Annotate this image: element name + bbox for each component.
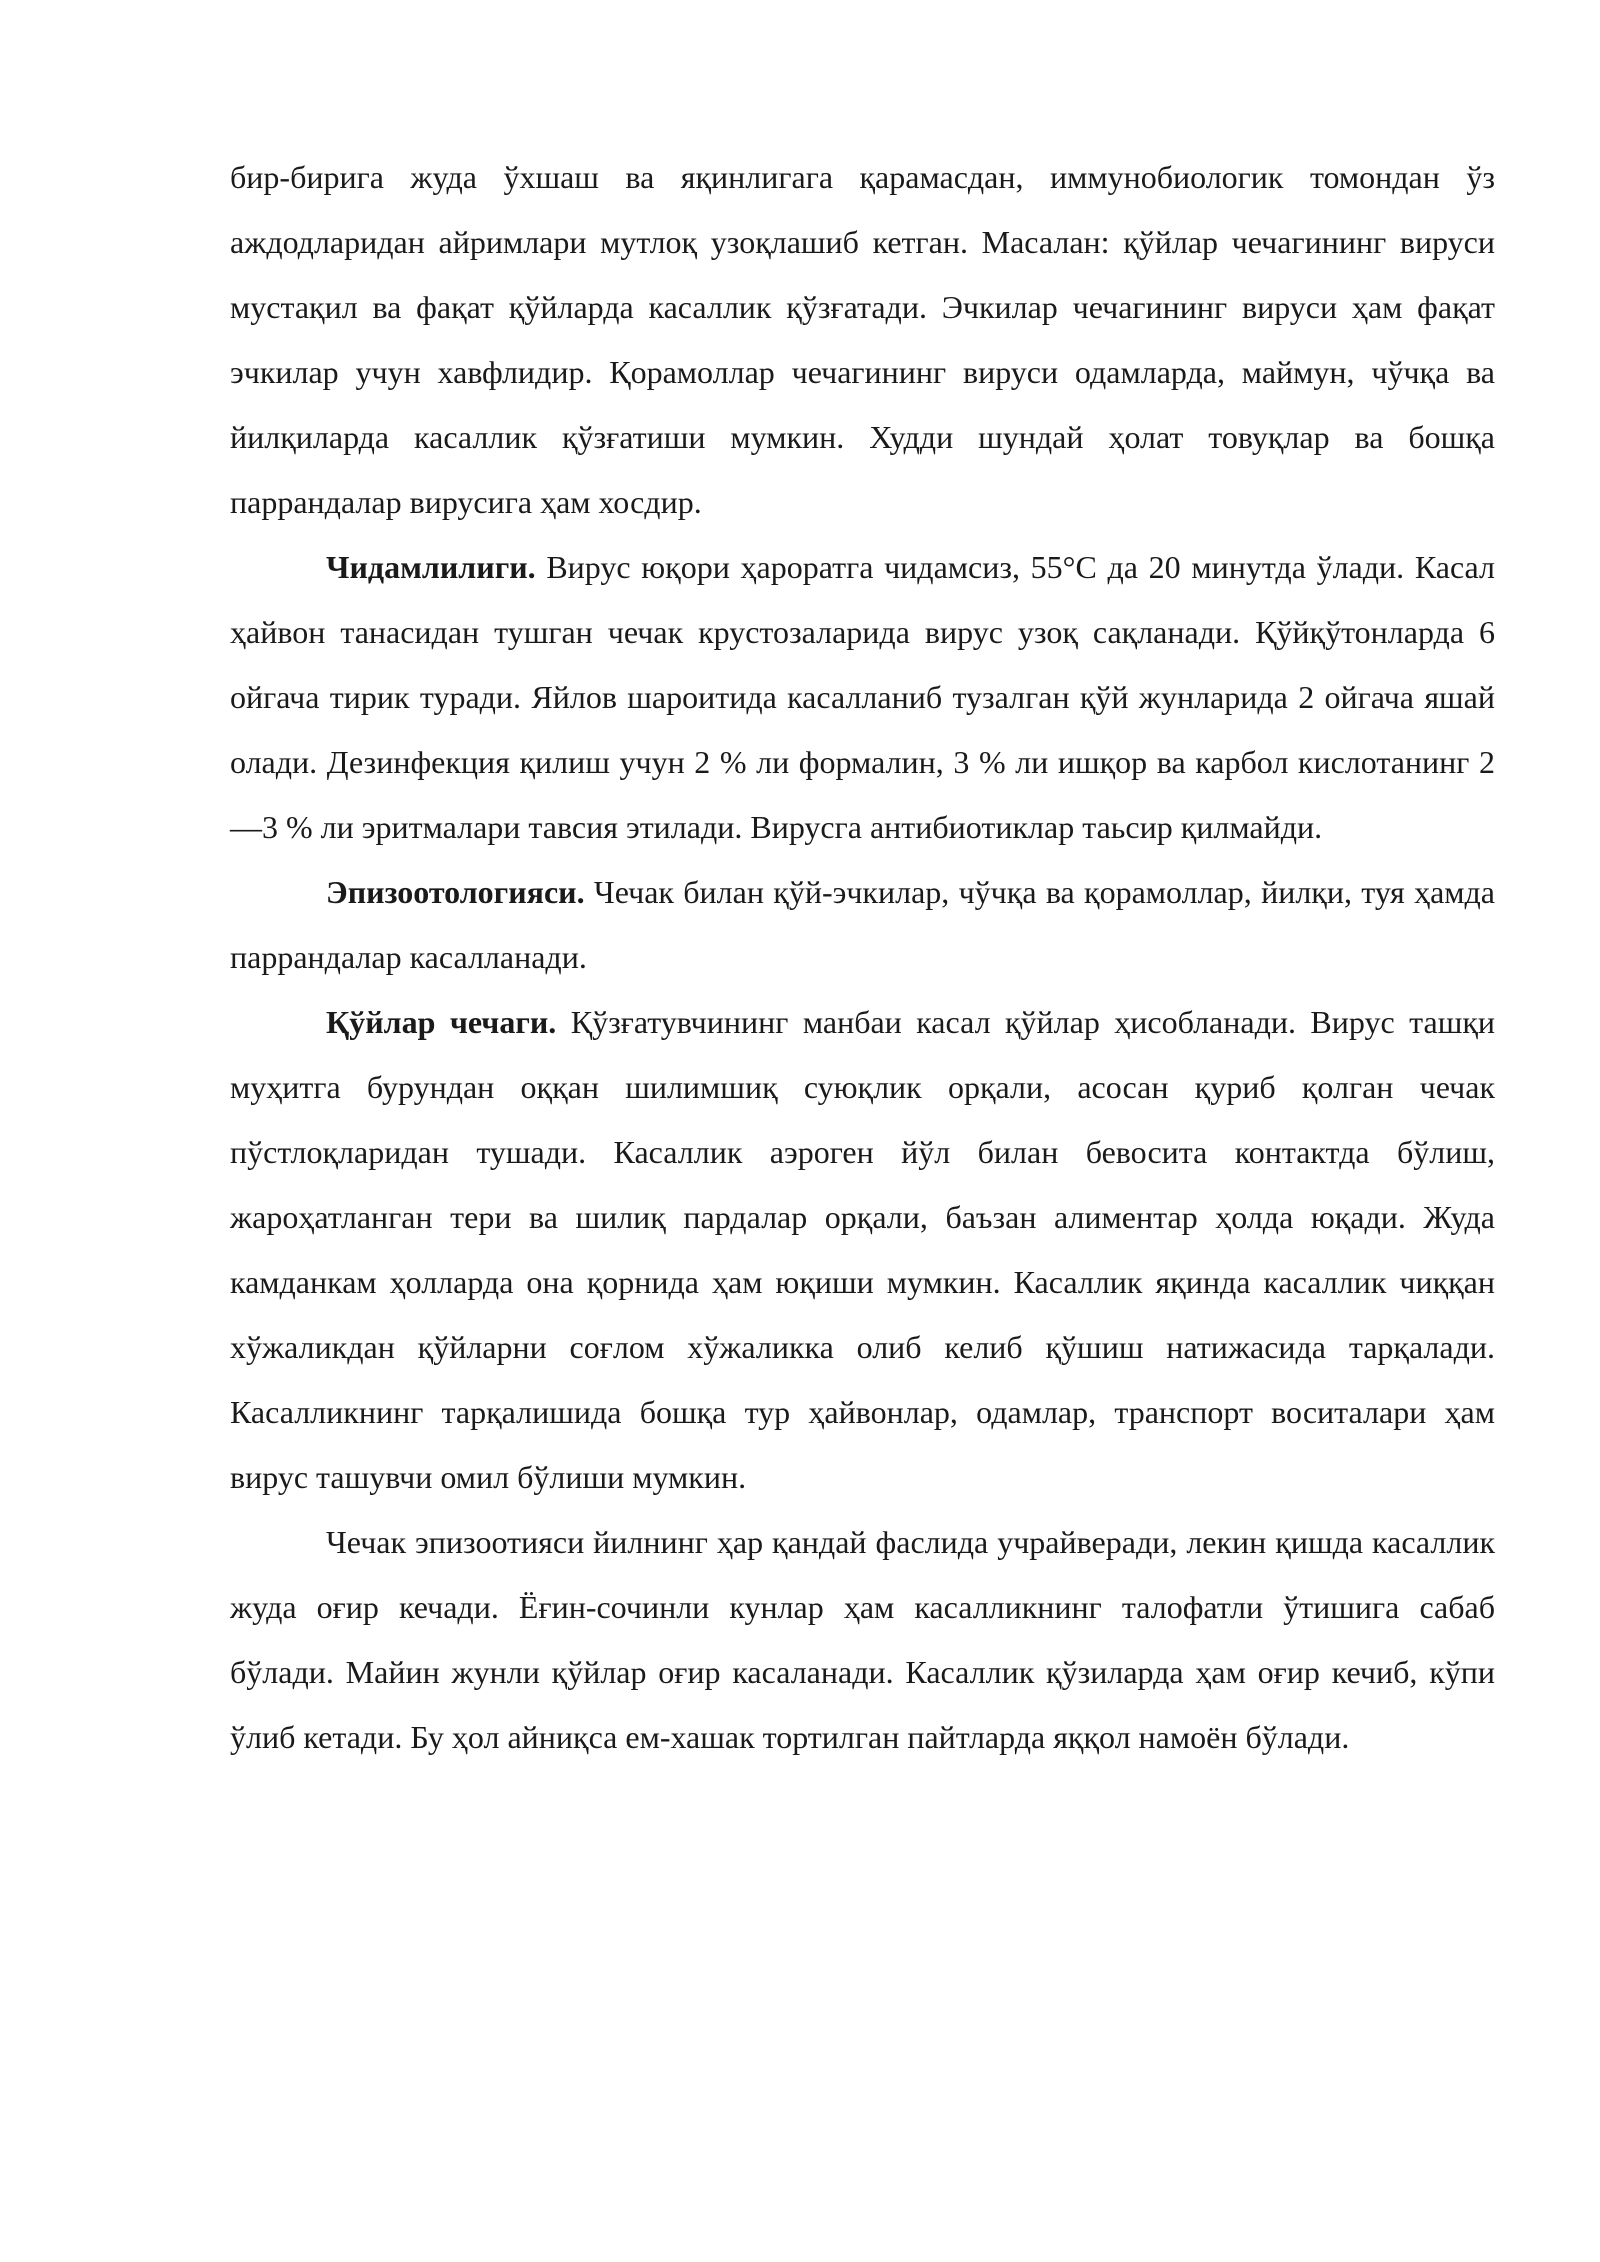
paragraph-epizootology [230,860,1495,990]
paragraph-heading: Эпизоотологияси. [326,874,585,910]
paragraph-continuation [230,145,1495,535]
paragraph-sheep-pox [230,990,1495,1510]
paragraph-text: Чечак эпизоотияси йилнинг ҳар қандай фаслида учрайверади, лекин қишда касаллик жуда оғир кечади. Ёғин-сочинли кунлар ҳам касалликнинг талофатли ўтишига сабаб бўлади. Майин жунли қўйлар оғир касаланади. Касаллик қўзиларда ҳам оғир кечиб, кўпи ўлиб кетади. Бу ҳол айниқса ем-хашак тортилган пайтларда яққол намоён бўлади. [230,1524,1495,1755]
paragraph-heading: Чидамлилиги. [326,549,536,585]
paragraph-resistance [230,535,1495,860]
paragraph-text: Қўзғатувчининг манбаи касал қўйлар ҳисобланади. Вирус ташқи муҳитга бурундан оққан шилимшиқ суюқлик орқали, асосан қуриб қолган чечак пўстлоқларидан тушади. Касаллик аэроген йўл билан бевосита контактда бўлиш, жароҳатланган тери ва шилиқ пардалар орқали, баъзан алиментар ҳолда юқади. Жуда камданкам ҳолларда она қорнида ҳам юқиши мумкин. Касаллик яқинда касаллик чиққан хўжаликдан қўйларни соғлом хўжаликка олиб келиб қўшиш натижасида тарқалади. Касалликнинг тарқалишида бошқа тур ҳайвонлар, одамлар, транспорт воситалари ҳам вирус ташувчи омил бўлиши мумкин. [230,1004,1495,1495]
document-page [230,145,1495,1770]
paragraph-text: Чечак билан қўй-эчкилар, чўчқа ва қорамоллар, йилқи, туя ҳамда паррандалар касалланади. [230,874,1495,975]
paragraph-heading: Қўйлар чечаги. [326,1004,557,1040]
paragraph-text: бир-бирига жуда ўхшаш ва яқинлигага қарамасдан, иммунобиологик томондан ўз аждодларидан айримлари мутлоқ узоқлашиб кетган. Масалан: қўйлар чечагининг вируси мустақил ва фақат қўйларда касаллик қўзғатади. Эчкилар чечагининг вируси ҳам фақат эчкилар учун хавфлидир. Қорамоллар чечагининг вируси одамларда, маймун, чўчқа ва йилқиларда касаллик қўзғатиши мумкин. Худди шундай ҳолат товуқлар ва бошқа паррандалар вирусига ҳам хосдир. [230,159,1495,520]
paragraph-text: Вирус юқори ҳароратга чидамсиз, 55°С да 20 минутда ўлади. Касал ҳайвон танасидан тушган чечак крустозаларида вирус узоқ сақланади. Қўйқўтонларда 6 ойгача тирик туради. Яйлов шароитида касалланиб тузалган қўй жунларида 2 ойгача яшай олади. Дезинфекция қилиш учун 2 % ли формалин, 3 % ли ишқор ва карбол кислотанинг 2—3 % ли эритмалари тавсия этилади. Вирусга антибиотиклар таьсир қилмайди. [230,549,1495,845]
paragraph-seasonality [230,1510,1495,1770]
